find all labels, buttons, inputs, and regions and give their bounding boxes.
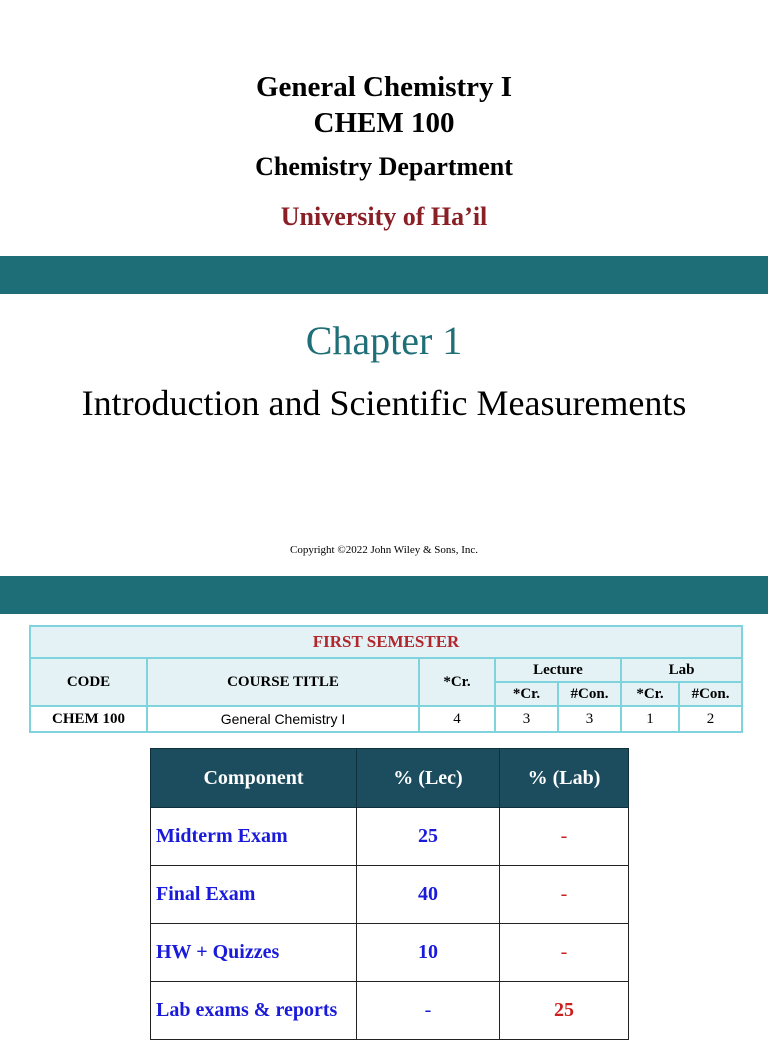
header-course-title: COURSE TITLE — [147, 658, 419, 706]
course-code: CHEM 100 — [313, 107, 455, 139]
grading-header-lab: % (Lab) — [500, 749, 629, 808]
grading-component: HW + Quizzes — [151, 924, 357, 982]
header-lecture-contact: #Con. — [558, 682, 621, 706]
course-title: General Chemistry I — [255, 71, 513, 103]
grading-lab-value: - — [500, 924, 629, 982]
grading-table-container — [150, 748, 628, 1040]
header-credits: *Cr. — [419, 658, 495, 706]
grading-component: Lab exams & reports — [151, 982, 357, 1040]
divider-band-top — [0, 256, 768, 294]
header-code: CODE — [30, 658, 147, 706]
grading-lec-value: 10 — [357, 924, 500, 982]
header-lab: Lab — [621, 658, 742, 682]
copyright-notice: Copyright ©2022 John Wiley & Sons, Inc. — [290, 544, 478, 556]
header-lab-credits: *Cr. — [621, 682, 679, 706]
semester-table-container — [29, 625, 741, 733]
university-name: University of Ha’il — [280, 202, 488, 231]
department-name: Chemistry Department — [255, 152, 513, 181]
row-lab-credits: 1 — [621, 706, 679, 732]
grading-table — [150, 748, 629, 1040]
table-row — [30, 706, 742, 732]
table-row — [151, 866, 629, 924]
header-lecture: Lecture — [495, 658, 621, 682]
grading-component: Midterm Exam — [151, 808, 357, 866]
header-lab-contact: #Con. — [679, 682, 742, 706]
grading-component: Final Exam — [151, 866, 357, 924]
grading-lab-value: 25 — [500, 982, 629, 1040]
header-lecture-credits: *Cr. — [495, 682, 558, 706]
semester-table — [29, 625, 743, 733]
chapter-subtitle: Introduction and Scientific Measurements — [81, 383, 687, 423]
chapter-label: Chapter 1 — [305, 318, 463, 363]
table-row — [151, 924, 629, 982]
table-row — [151, 808, 629, 866]
grading-header-component: Component — [151, 749, 357, 808]
row-credits: 4 — [419, 706, 495, 732]
row-lecture-contact: 3 — [558, 706, 621, 732]
semester-title: FIRST SEMESTER — [30, 626, 742, 658]
row-course-title: General Chemistry I — [147, 706, 419, 732]
grading-lec-value: 25 — [357, 808, 500, 866]
grading-header-lec: % (Lec) — [357, 749, 500, 808]
divider-band-bottom — [0, 576, 768, 614]
table-row — [151, 982, 629, 1040]
grading-lec-value: - — [357, 982, 500, 1040]
grading-lec-value: 40 — [357, 866, 500, 924]
row-code: CHEM 100 — [30, 706, 147, 732]
grading-lab-value: - — [500, 866, 629, 924]
row-lab-contact: 2 — [679, 706, 742, 732]
grading-lab-value: - — [500, 808, 629, 866]
row-lecture-credits: 3 — [495, 706, 558, 732]
